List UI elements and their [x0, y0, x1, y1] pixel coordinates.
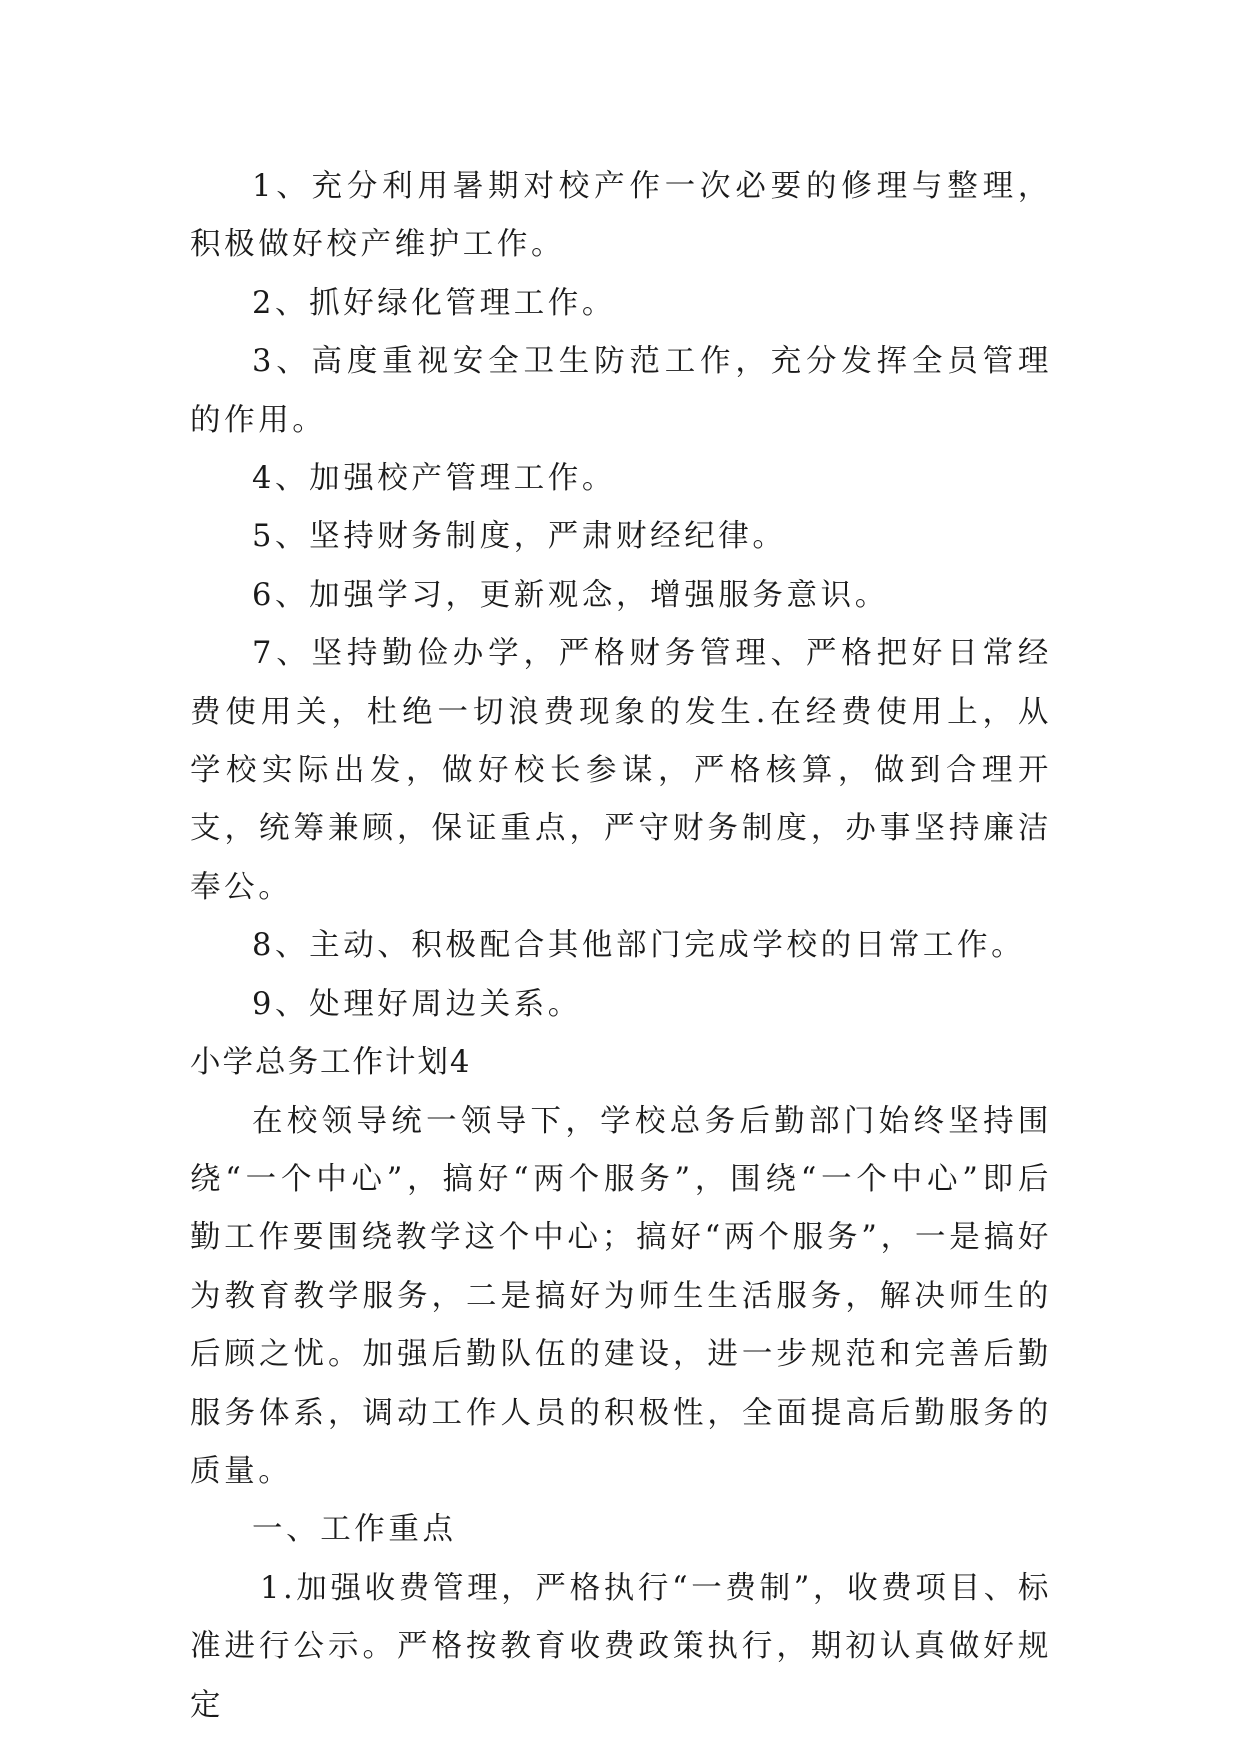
list-item: 3、高度重视安全卫生防范工作，充分发挥全员管理的作用。: [190, 344, 1052, 438]
list-item: 7、坚持勤俭办学，严格财务管理、严格把好日常经费使用关，杜绝一切浪费现象的发生.在经费使用上，从学校实际出发，做好校长参谋，严格核算，做到合理开支，统筹兼顾，保证重点，严守财务制度，办事坚持廉洁奉公。: [190, 636, 1052, 905]
list-item: 9、处理好周边关系。: [252, 986, 582, 1022]
list-item: 8、主动、积极配合其他部门完成学校的日常工作。: [252, 928, 1026, 964]
list-item: 4、加强校产管理工作。: [252, 461, 617, 497]
intro-paragraph: 在校领导统一领导下，学校总务后勤部门始终坚持围绕“一个中心”，搞好“两个服务”，围绕“一个中心”即后勤工作要围绕教学这个中心；搞好“两个服务”，一是搞好为教育教学服务，二是搞好为师生生活服务，解决师生的后顾之忧。加强后勤队伍的建设，进一步规范和完善后勤服务体系，调动工作人员的积极性，全面提高后勤服务的质量。: [190, 1103, 1052, 1489]
document-body: [190, 158, 1052, 1735]
list-item: 2、抓好绿化管理工作。: [252, 285, 617, 321]
subheading: 一、工作重点: [252, 1512, 457, 1548]
list-item: 1、充分利用暑期对校产作一次必要的修理与整理，积极做好校产维护工作。: [190, 169, 1052, 263]
list-item: 6、加强学习，更新观念，增强服务意识。: [252, 577, 889, 613]
paragraph-point-1: 1.加强收费管理，严格执行“一费制”，收费项目、标准进行公示。严格按教育收费政策执行，期初认真做好规定: [190, 1570, 1052, 1723]
section-title: 小学总务工作计划4: [190, 1045, 472, 1081]
list-item: 5、坚持财务制度，严肃财经纪律。: [252, 519, 787, 555]
